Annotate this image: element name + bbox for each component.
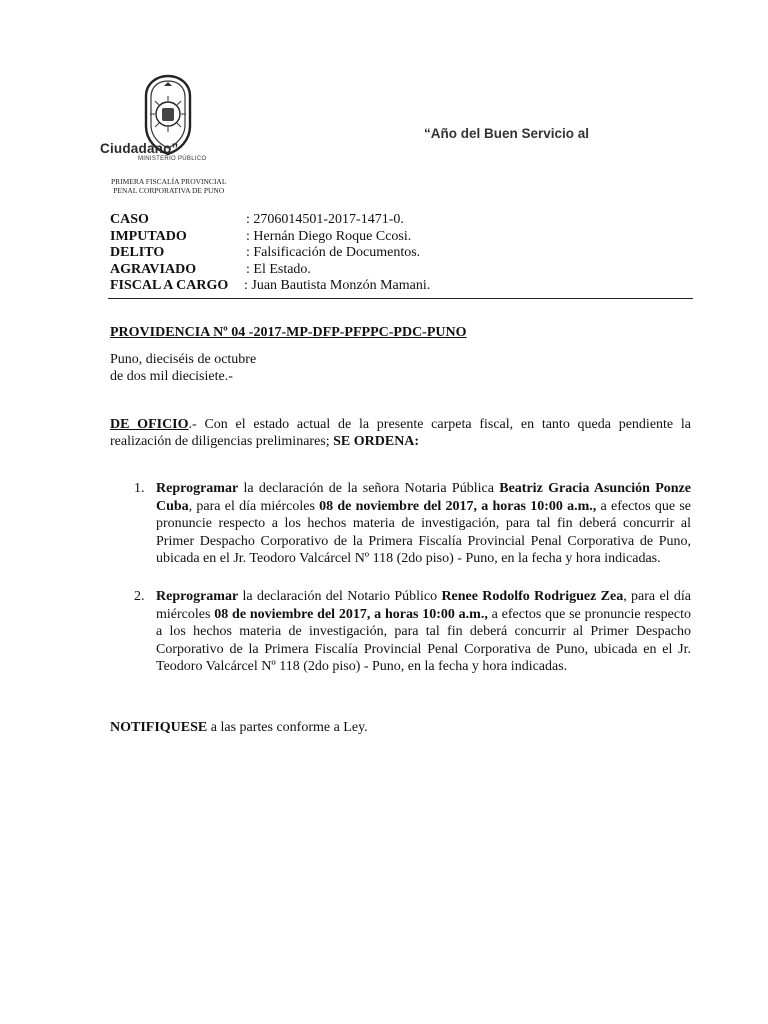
item-text: a efectos que se pronuncie respecto a los hechos materia de investigación, para tal fin deberá concurrir al Primer Despacho Corporativo de la Primera Fiscalía Provincial Penal Corporativa de Puno, ubicada en el Jr. Teodoro Valcárcel Nº 118 (2do piso) - Puno, en la fecha y hora indicadas. [156,498,691,567]
notifiquese-line [110,720,368,736]
item-verb: Reprogramar [156,589,239,604]
case-row [110,262,690,279]
case-label: FISCAL A CARGO [110,278,229,293]
case-value: : Hernán Diego Roque Ccosi. [246,228,412,244]
item-person: Renee Rodolfo Rodriguez Zea [441,589,624,604]
notifiquese-text: a las partes conforme a Ley. [207,720,368,735]
item-datetime: 08 de noviembre del 2017, a horas 10:00 a.m., [214,606,488,622]
case-value: : El Estado. [246,261,311,277]
case-row [110,245,690,262]
case-label: IMPUTADO [110,228,187,244]
notifiquese-lead: NOTIFIQUESE [110,720,208,735]
order-item [110,480,691,568]
office-line: PENAL CORPORATIVA DE PUNO [113,186,225,195]
office-line: PRIMERA FISCALÍA PROVINCIAL [111,177,227,186]
case-row [110,278,690,295]
case-value: : Juan Bautista Monzón Mamani. [244,278,431,293]
case-info-block [110,212,690,295]
item-text: , para el día miércoles [156,589,692,622]
date-line: Puno, dieciséis de octubre [110,352,257,367]
logo-subtitle: MINISTERIO PÚBLICO [138,156,207,162]
providencia-title: PROVIDENCIA Nº 04 -2017-MP-DFP-PFPPC-PDC-PUNO [110,325,467,340]
document-date [110,351,256,385]
order-item [110,588,691,676]
case-row [110,212,690,229]
item-number: 2. [134,589,145,604]
item-text: la declaración del Notario Público [238,589,442,604]
item-verb: Reprogramar [156,481,239,496]
case-label: DELITO [110,245,165,260]
case-label: CASO [110,212,149,227]
header-divider [108,298,693,299]
de-oficio-paragraph [110,416,691,450]
de-oficio-lead: DE OFICIO [110,417,189,432]
item-number: 1. [134,481,145,496]
case-value: : 2706014501-2017-1471-0. [246,212,404,227]
se-ordena: SE ORDENA: [333,434,420,449]
date-line: de dos mil diecisiete.- [110,369,233,384]
item-datetime: 08 de noviembre del 2017, a horas 10:00 a.m., [319,498,597,514]
item-text: la declaración de la señora Notaria Pública [238,481,500,496]
item-text: a efectos que se pronuncie respecto a los hechos materia de investigación, para tal fin deberá concurrir al Primer Despacho Corporativo de la Primera Fiscalía Provincial Penal Corporativa de Puno, ubicada en el Jr. Teodoro Valcárcel Nº 118 (2do piso) - Puno, en la fecha y hora indicadas. [156,606,691,675]
case-row [110,229,690,246]
de-oficio-punct: .- [188,417,197,432]
de-oficio-text: Con el estado actual de la presente carpeta fiscal, en tanto queda pendiente la realización de diligencias preliminares; [110,417,691,449]
item-person: Beatriz Gracia Asunción Ponze Cuba [156,481,691,514]
year-motto: “Año del Buen Servicio al [424,126,590,141]
case-label: AGRAVIADO [110,261,197,277]
item-text: , para el día miércoles [188,498,320,514]
case-value: : Falsificación de Documentos. [246,245,421,260]
office-name [111,177,226,195]
logo-wordmark: Ciudadano” [100,141,179,156]
